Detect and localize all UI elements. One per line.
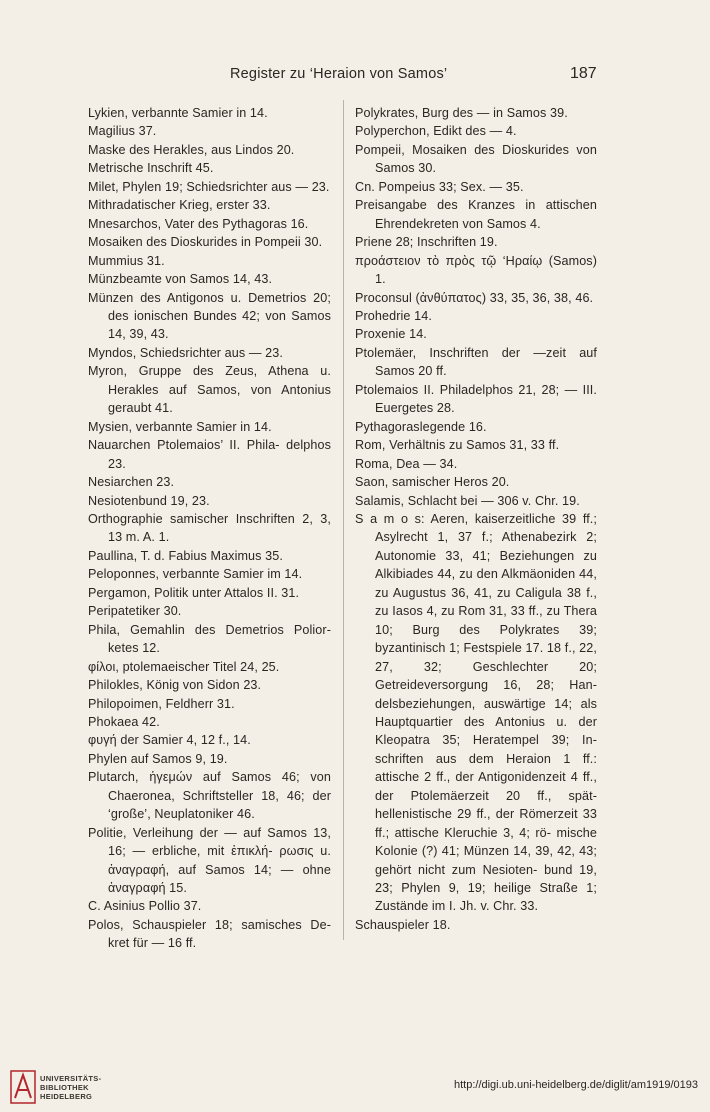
index-entry: Priene 28; Inschriften 19. [355, 235, 498, 250]
library-footer [0, 1062, 710, 1112]
index-entry: C. Asinius Pollio 37. [88, 899, 202, 914]
library-logo-icon [10, 1070, 36, 1104]
index-entry: Phylen auf Samos 9, 19. [88, 751, 228, 766]
index-entry: Polyperchon, Edikt des — 4. [355, 124, 517, 139]
index-entry: Nauarchen Ptolemaios’ II. Phila- delphos 23. [88, 438, 331, 471]
index-entry: Roma, Dea — 34. [355, 456, 458, 471]
index-entry: Phila, Gemahlin des Demetrios Polior- ketes 12. [88, 622, 331, 656]
index-entry: Philokles, König von Sidon 23. [88, 678, 262, 693]
index-entry: Münzen des Antigonos u. Demetrios 20; des ionischen Bundes 42; von Samos 14, 39, 43. [88, 290, 331, 342]
index-entry: Myndos, Schiedsrichter aus — 23. [88, 345, 283, 360]
running-title: Register zu ‘Heraion von Samos’ [230, 66, 448, 82]
index-entry: Peripatetiker 30. [88, 604, 182, 619]
column-divider [343, 100, 344, 940]
index-entry: Metrische Inschrift 45. [88, 161, 214, 176]
index-entry: προάστειον τὸ πρὸς τῷ ‘Ηραίῳ (Samos) 1. [355, 253, 597, 287]
index-entry: Paullina, T. d. Fabius Maximus 35. [88, 548, 283, 563]
index-column-left [88, 104, 331, 953]
index-entry: Pompeii, Mosaiken des Dioskurides von Samos 30. [355, 142, 597, 176]
index-entry: Mithradatischer Krieg, erster 33. [88, 198, 271, 213]
index-entry: Münzbeamte von Samos 14, 43. [88, 272, 273, 287]
index-column-right [355, 104, 597, 934]
index-entry: Cn. Pompeius 33; Sex. — 35. [355, 179, 524, 194]
index-entry: Schauspieler 18. [355, 917, 451, 932]
index-entry: Rom, Verhältnis zu Samos 31, 33 ff. [355, 438, 560, 453]
index-entry: Ptolemäer, Inschriften der —zeit auf Samos 20 ff. [355, 345, 597, 379]
index-entry: Phokaea 42. [88, 714, 160, 729]
index-entry: Pythagoraslegende 16. [355, 419, 487, 434]
index-entry: Mnesarchos, Vater des Pythagoras 16. [88, 216, 309, 231]
index-entry: Ptolemaios II. Philadelphos 21, 28; — III. Euergetes 28. [355, 382, 597, 416]
index-entry: φυγή der Samier 4, 12 f., 14. [88, 733, 251, 748]
index-entry: Salamis, Schlacht bei — 306 v. Chr. 19. [355, 493, 580, 508]
index-entry: Preisangabe des Kranzes in attischen Ehrendekreten von Samos 4. [355, 198, 597, 231]
library-name: UNIVERSITÄTS- BIBLIOTHEK HEIDELBERG [40, 1074, 102, 1101]
index-entry: Philopoimen, Feldherr 31. [88, 696, 235, 711]
index-entry: Polykrates, Burg des — in Samos 39. [355, 106, 568, 120]
index-entry: Milet, Phylen 19; Schiedsrichter aus — 23. [88, 179, 330, 194]
index-entry: Peloponnes, verbannte Samier im 14. [88, 567, 303, 582]
index-entry: Proconsul (ἀνθύπατος) 33, 35, 36, 38, 46. [355, 290, 594, 305]
index-entry: Mummius 31. [88, 253, 165, 268]
index-entry: Myron, Gruppe des Zeus, Athena u. Herakles auf Samos, von Antonius geraubt 41. [88, 364, 331, 416]
index-entry: S a m o s: Aeren, kaiserzeitliche 39 ff.; Asylrecht 1, 37 f.; Athenabezirk 2; Autonomie 33, 41; Beziehungen zu Alkibiades 44, zu den Alkmäoniden 44, zu Augustus 36, 41, zu Caligula 38 f., zu Iasos 4, zu Rom 31, 33 ff., zu Thera 10; Burg des Polykrates 39; byzantinisch 1; Festspiele 17. 18 f., 22, 27, 32; Geschlechter 20; Getreideversorgung 16, 28; Han- delsbeziehungen, auswärtige 14; als Hauptquartier des Antonius u. der Kleopatra 35; Heratempel 39; In- schriften aus dem Heraion 1 ff.: attische 2 ff., der Antigonidenzeit 4 ff., der Ptolemäerzeit 20 ff., spät- hellenistische 29 ff., der Römerzeit 33 ff.; attische Kleruchie 3, 4; rö- mische Kolonie (?) 41; Münzen 14, 39, 42, 43; gehört nicht zum Nesioten- bund 19, 23; Phylen 9, 19; heilige Straße 1; Zustände im I. Jh. v. Chr. 33. [355, 511, 597, 914]
page-number: 187 [570, 65, 597, 82]
index-entry: Prohedrie 14. [355, 308, 432, 323]
index-entry: Magilius 37. [88, 124, 157, 139]
index-entry: Polos, Schauspieler 18; samisches De- kret für — 16 ff. [88, 917, 331, 951]
running-header [0, 66, 710, 90]
index-entry: Saon, samischer Heros 20. [355, 475, 510, 490]
index-entry: Plutarch, ἡγεμών auf Samos 46; von Chaeronea, Schriftsteller 18, 46; der ‘große’, Neuplatoniker 46. [88, 770, 331, 822]
index-entry: Orthographie samischer Inschriften 2, 3, 13 m. A. 1. [88, 511, 331, 545]
index-entry: Maske des Herakles, aus Lindos 20. [88, 142, 295, 157]
source-url-link[interactable]: http://digi.ub.uni-heidelberg.de/diglit/am1919/0193 [453, 1079, 698, 1091]
index-entry: Pergamon, Politik unter Attalos II. 31. [88, 585, 300, 600]
index-entry: φίλοι, ptolemaeischer Titel 24, 25. [88, 659, 280, 674]
index-entry: Lykien, verbannte Samier in 14. [88, 106, 268, 120]
index-entry: Mosaiken des Dioskurides in Pompeii 30. [88, 235, 323, 250]
index-entry: Nesiarchen 23. [88, 475, 175, 490]
index-entry: Mysien, verbannte Samier in 14. [88, 419, 272, 434]
index-entry: Nesiotenbund 19, 23. [88, 493, 210, 508]
index-entry: Proxenie 14. [355, 327, 427, 342]
index-entry: Politie, Verleihung der — auf Samos 13, 16; — erbliche, mit ἐπικλή- ρωσις u. ἀναγραφή, auf Samos 14; — ohne ἀναγραφή 15. [88, 825, 331, 896]
